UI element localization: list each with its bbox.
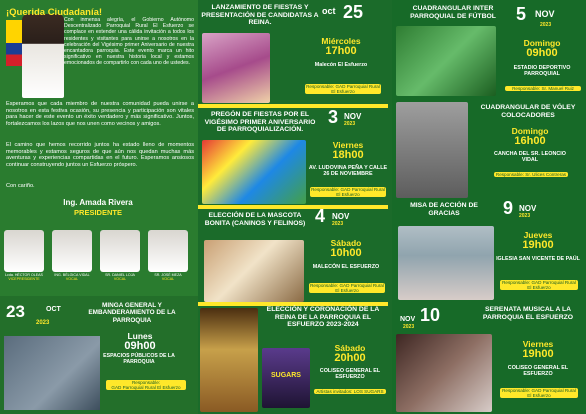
event-place: CANCHA DEL SR. LEONCIO VIDAL: [494, 151, 566, 164]
event-title: MISA DE ACCIÓN DE GRACIAS: [410, 202, 478, 217]
event-responsible: Responsable: GAD Parroquial Rural El Esfuerzo: [500, 388, 578, 398]
divider: [198, 205, 388, 209]
minga-month: OCT: [46, 306, 61, 313]
parade-photo: [202, 140, 306, 204]
minga-year: 2023: [36, 320, 50, 326]
event-time: 20h00: [334, 352, 366, 364]
event-time: 19h00: [522, 239, 554, 251]
event-place: COLISEO GENERAL EL ESFUERZO: [507, 365, 569, 378]
event-year: 2023: [540, 22, 552, 28]
event-title: ELECCIÓN DE LA MASCOTA BONITA (CANINOS Y FELINOS): [204, 212, 306, 227]
event-title: ELECCIÓN Y CORONACIÓN DE LA REINA DE LA PARROQUIA EL ESFUERZO 2023-2024: [266, 306, 380, 329]
event-title: LANZAMIENTO DE FIESTAS Y PRESENTACIÓN DE CANDIDATAS A REINA.: [201, 4, 319, 27]
mariachi-photo: [396, 334, 492, 412]
event-weekday: Sábado: [330, 238, 362, 248]
avatar: [52, 230, 92, 272]
vocal-caption: SR. JOSÉ MEZA VOCAL: [154, 273, 182, 282]
event-time: 17h00: [325, 45, 357, 57]
event-responsible: Responsable: Sr. Manuel Ruiz: [505, 86, 581, 91]
vocal-caption: Lcda. HÉCTOR OLEAS VICEPRESIDENTE: [5, 273, 43, 282]
soccer-photo: [396, 26, 496, 96]
event-day: 5: [516, 4, 527, 24]
event-time: 19h00: [522, 348, 554, 360]
minga-place: ESPACIOS PÚBLICOS DE LA PARROQUIA: [103, 353, 175, 365]
event-day: 3: [328, 107, 339, 127]
event-time: 10h00: [330, 247, 362, 259]
event-year: 2023: [332, 221, 344, 227]
event-month: NOV: [344, 112, 362, 121]
event-weekday: Miércoles: [321, 36, 361, 46]
event-place: AV. LUDOVINA PEÑA Y CALLE 26 DE NOVIEMBRE: [308, 165, 388, 178]
event-weekday: Sábado: [334, 343, 366, 353]
event-weekday: Viernes: [522, 339, 554, 349]
band-logo: SUGARS: [271, 372, 301, 379]
event-day: 4: [315, 206, 326, 226]
minga-day: 23: [6, 302, 25, 321]
event-time: 18h00: [332, 149, 364, 161]
avatar: [100, 230, 140, 272]
event-month: NOV: [400, 316, 416, 323]
event-title: SERENATA MUSICAL A LA PARROQUIA EL ESFUERZO: [482, 306, 574, 321]
event-weekday: Viernes: [332, 140, 364, 150]
minga-responsible: Responsable: GAD Parroquial Rural El Esfuerzo: [106, 380, 186, 390]
event-month: NOV: [332, 212, 350, 221]
greeting-heading: ¡Querida Ciudadanía!: [6, 7, 103, 18]
queen-photo: [200, 308, 258, 412]
avatar: [148, 230, 188, 272]
event-title: CUADRANGULAR INTER PARROQUIAL DE FÚTBOL: [410, 5, 496, 20]
event-responsible: Responsable: GAD Parroquial Rural El Esfuerzo: [310, 283, 384, 294]
event-responsible: Artistas invitados: LOS SUGARS: [314, 389, 386, 394]
event-place: COLISEO GENERAL EL ESFUERZO: [319, 368, 381, 381]
event-day: 25: [343, 2, 364, 22]
event-title: PREGÓN DE FIESTAS POR EL VIGÉSIMO PRIMER ANIVERSARIO DE PARROQUIALIZACIÓN.: [204, 111, 316, 134]
church-photo: [398, 226, 494, 300]
paragraph-1: Esperamos que cada miembro de nuestra comunidad pueda unirse a nosotros en esta festiva ocasión, su presencia y participación son vitales para hacer de este evento un éxito verdadero y más significativo. Juntos, fortalezcamos los lazos que nos unen como vecinos y amigos.: [6, 101, 194, 127]
event-responsible: Responsable: GAD Parroquial Rural El Esfuerzo: [306, 84, 380, 95]
vocal-caption: ING. BÉLGICA VIDAL VOCAL: [54, 273, 90, 282]
avatar: [4, 230, 44, 272]
president-photo: [22, 14, 64, 98]
event-place: ESTADIO DEPORTIVO PARROQUIAL: [513, 65, 571, 78]
event-time: 09h00: [526, 47, 558, 59]
minga-time: 09h00: [124, 340, 156, 352]
vocal-caption: SR. DANIEL LOJA VOCAL: [105, 273, 135, 282]
candidates-photo: [202, 33, 270, 103]
event-responsible: Responsable: GAD Parroquial Rural El Esfuerzo: [500, 280, 578, 290]
event-month: oct: [322, 6, 336, 16]
event-weekday: Domingo: [511, 126, 549, 136]
event-day: 9: [503, 198, 514, 218]
event-weekday: Domingo: [523, 38, 561, 48]
closing-text: Con cariño.: [6, 183, 35, 189]
minga-weekday: Lunes: [127, 331, 153, 341]
event-month: NOV: [535, 9, 555, 19]
minga-title: MINGA GENERAL Y EMBANDERAMIENTO DE LA PARROQUIA: [88, 302, 176, 324]
event-weekday: Jueves: [523, 230, 553, 240]
event-year: 2023: [519, 213, 531, 219]
event-year: 2023: [403, 324, 415, 330]
letter-panel: [0, 0, 198, 414]
event-place: MALECÓN EL ESFUERZO: [312, 264, 380, 270]
event-place: IGLESIA SAN VICENTE DE PAÚL: [496, 256, 580, 262]
event-title: CUADRANGULAR DE VÓLEY COLOCADORES: [480, 104, 576, 119]
president-name: Ing. Amada Rivera: [63, 198, 133, 207]
event-day: 10: [420, 305, 441, 325]
intro-text: Con inmensa alegría, el Gobierno Autónomo Descentralizado Parroquial Rural El Esfuerzo se complace en extender una cálida invitación a todos los residentes y visitantes para unirse a nosotros en la celebración del Vigésimo primer Aniversario de nuestra encantadora parroquia. Este evento marca un hito significativo en nuestra historia local y estamos emocionados de compartirlo con cada uno de ustedes.: [64, 17, 194, 67]
volley-photo: [396, 102, 468, 198]
event-responsible: Responsable: GAD Parroquial Rural El Esfuerzo: [311, 187, 385, 198]
event-year: 2023: [344, 121, 356, 127]
divider: [198, 104, 388, 108]
event-place: Malecón El Esfuerzo: [314, 62, 368, 68]
paragraph-2: El camino que hemos recorrido juntos ha estado lleno de momentos memorables y estamos seguros de que aún nos quedan muchas más aventuras y experiencias compartidas en el futuro. Esperamos ansiosos continuar construyendo juntos un Esfuerzo próspero.: [6, 142, 194, 168]
event-month: NOV: [519, 204, 537, 213]
president-title: PRESIDENTE: [74, 208, 122, 217]
event-time: 16h00: [514, 135, 546, 147]
workers-photo: [4, 336, 100, 410]
event-responsible: Responsable: Sr. Ulices Contreras: [495, 172, 567, 177]
pets-photo: [204, 240, 304, 302]
